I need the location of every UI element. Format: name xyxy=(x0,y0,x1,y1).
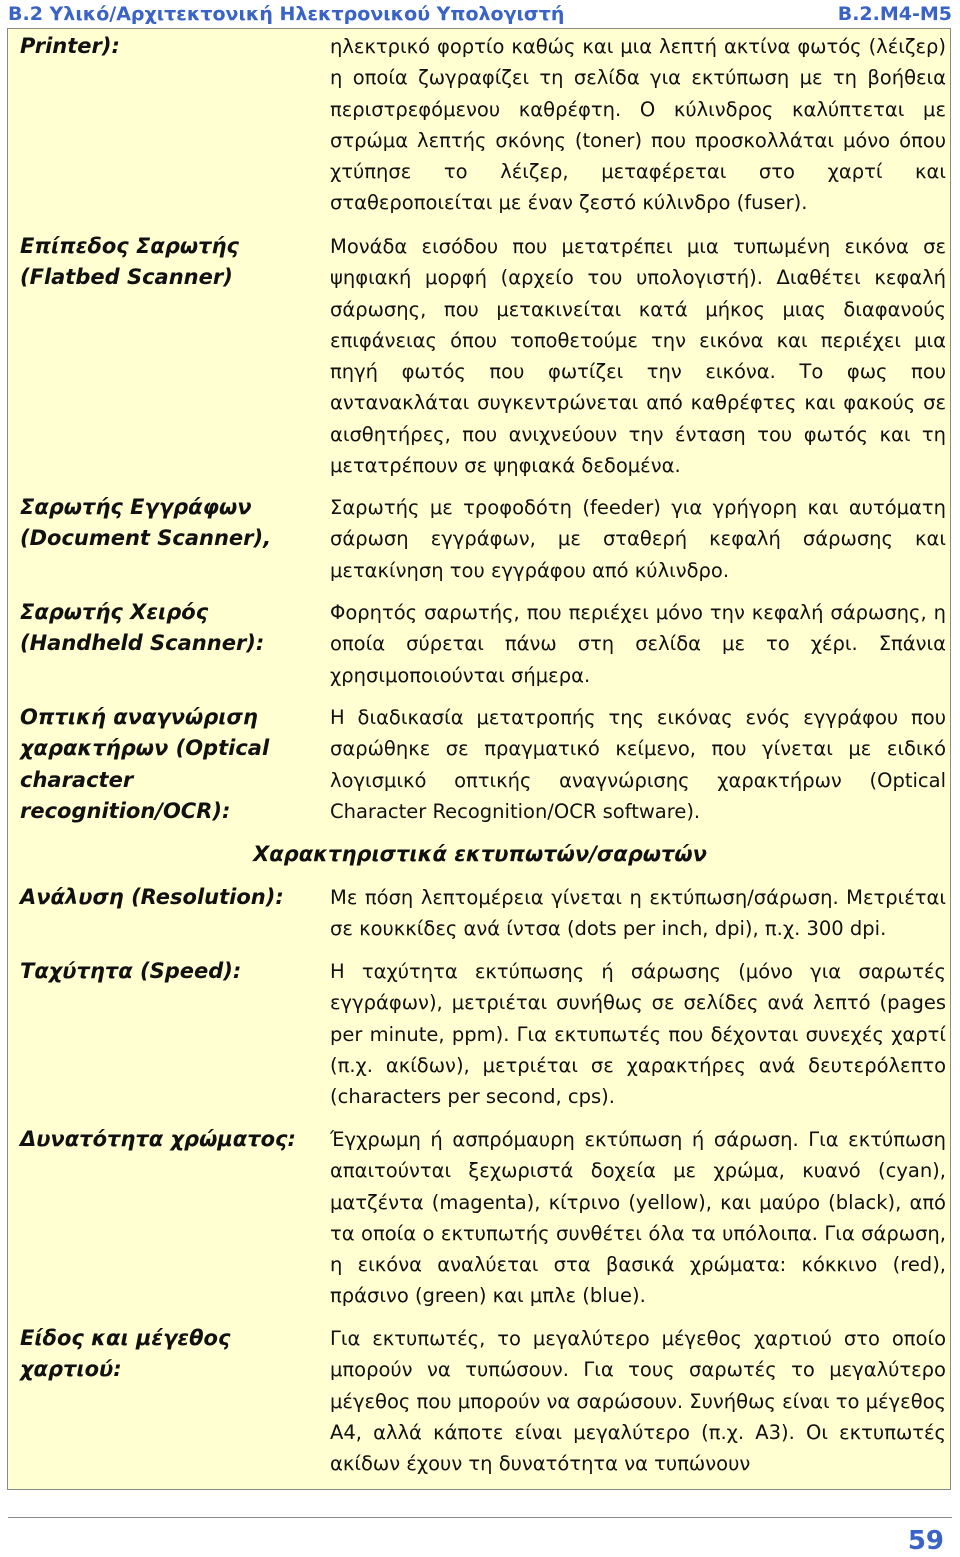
footer-divider xyxy=(8,1517,952,1518)
definition-paper-size: Για εκτυπωτές, το μεγαλύτερο μέγεθος χαρτιού στο οποίο μπορούν να τυπώσουν. Για τους σαρωτές το μεγαλύτερο μέγεθος που μπορούν να σαρώσουν. Συνήθως είναι το μέγεθος A4, αλλά κάποτε είναι μεγαλύτερο (π.χ. A3). Οι εκτυπωτές ακίδων έχουν τη δυνατότητα να τυπώνουν xyxy=(330,1327,946,1476)
definition-ocr: Η διαδικασία μετατροπής της εικόνας ενός εγγράφου που σαρώθηκε σε πραγματικό κείμενο, που γίνεται με ειδικό λογισμικό οπτικής αναγνώρισης χαρακτήρων (Optical Character Recognition/OCR software). xyxy=(330,706,946,823)
definition-color-capability: Έγχρωμη ή ασπρόμαυρη εκτύπωση ή σάρωση. Για εκτύπωση απαιτούνται ξεχωριστά δοχεία με χρώμα, κυανό (cyan), ματζέντα (magenta), κίτρινο (yellow), και μαύρο (black), από τα οποία ο εκτυπωτής συνθέτει όλα τα υπόλοιπα. Για σάρωση, η εικόνα αναλύεται στα βασικά χρώματα: κόκκινο (red), πράσινο (green) και μπλε (blue). xyxy=(330,1128,946,1308)
header-module-code: Β.2.Μ4-Μ5 xyxy=(837,3,952,25)
definition-resolution: Με πόση λεπτομέρεια γίνεται η εκτύπωση/σάρωση. Μετριέται σε κουκκίδες ανά ίντσα (dots per inch, dpi), π.χ. 300 dpi. xyxy=(330,886,946,941)
term-document-scanner: Σαρωτής Εγγράφων (Document Scanner), xyxy=(20,495,272,551)
term-speed: Ταχύτητα (Speed): xyxy=(20,959,242,983)
header-chapter-title: Β.2 Υλικό/Αρχιτεκτονική Ηλεκτρονικού Υπολογιστή xyxy=(8,3,565,25)
term-resolution: Ανάλυση (Resolution): xyxy=(20,885,284,909)
definition-document-scanner: Σαρωτής με τροφοδότη (feeder) για γρήγορη και αυτόματη σάρωση εγγράφων, με σταθερή κεφαλή σάρωσης και μετακίνηση του εγγράφου από κύλινδρο. xyxy=(330,496,946,582)
term-paper-size: Είδος και μέγεθος χαρτιού: xyxy=(20,1326,231,1382)
definition-flatbed-scanner: Μονάδα εισόδου που μετατρέπει μια τυπωμένη εικόνα σε ψηφιακή μορφή (αρχείο του υπολογιστή). Διαθέτει κεφαλή σάρωσης, που μετακινείται κατά μήκος μιας διαφανούς επιφάνειας όπου τοποθετούμε την εικόνα και περιέχει μια πηγή φωτός που φωτίζει την εικόνα. Το φως που αντανακλάται συγκεντρώνεται από καθρέφτες και φακούς σε αισθητήρες, που ανιχνεύουν την ένταση του φωτός και τη μετατρέπουν σε ψηφιακά δεδομένα. xyxy=(330,235,946,478)
term-printer: Printer): xyxy=(20,34,120,58)
glossary-box xyxy=(7,28,951,1490)
page-header xyxy=(8,0,952,28)
term-handheld-scanner: Σαρωτής Χειρός (Handheld Scanner): xyxy=(20,600,265,656)
section-title: Χαρακτηριστικά εκτυπωτών/σαρωτών xyxy=(253,842,707,866)
term-flatbed-scanner: Επίπεδος Σαρωτής (Flatbed Scanner) xyxy=(20,234,239,290)
page-number: 59 xyxy=(907,1526,944,1556)
term-ocr: Οπτική αναγνώριση χαρακτήρων (Optical character recognition/OCR): xyxy=(20,705,270,823)
definition-handheld-scanner: Φορητός σαρωτής, που περιέχει μόνο την κεφαλή σάρωσης, η οποία σύρεται πάνω στη σελίδα με το χέρι. Σπάνια χρησιμοποιούνται σήμερα. xyxy=(330,601,946,687)
definition-printer: ηλεκτρικό φορτίο καθώς και μια λεπτή ακτίνα φωτός (λέιζερ) η οποία ζωγραφίζει τη σελίδα για εκτύπωση με τη βοήθεια περιστρεφόμενου καθρέφτη. Ο κύλινδρος καλύπτεται με στρώμα λεπτής σκόνης (toner) που προσκολλάται μόνο όπου χτύπησε το λέιζερ, μεταφέρεται στο χαρτί και σταθεροποιείται με έναν ζεστό κύλινδρο (fuser). xyxy=(330,35,946,215)
term-color-capability: Δυνατότητα χρώματος: xyxy=(20,1127,296,1151)
definition-speed: Η ταχύτητα εκτύπωσης ή σάρωσης (μόνο για σαρωτές εγγράφων), μετριέται συνήθως σε σελίδες ανά λεπτό (pages per minute, ppm). Για εκτυπωτές που δέχονται συνεχές χαρτί (π.χ. ακίδων), μετριέται σε χαρακτήρες ανά δευτερόλεπτο (characters per second, cps). xyxy=(330,960,946,1109)
